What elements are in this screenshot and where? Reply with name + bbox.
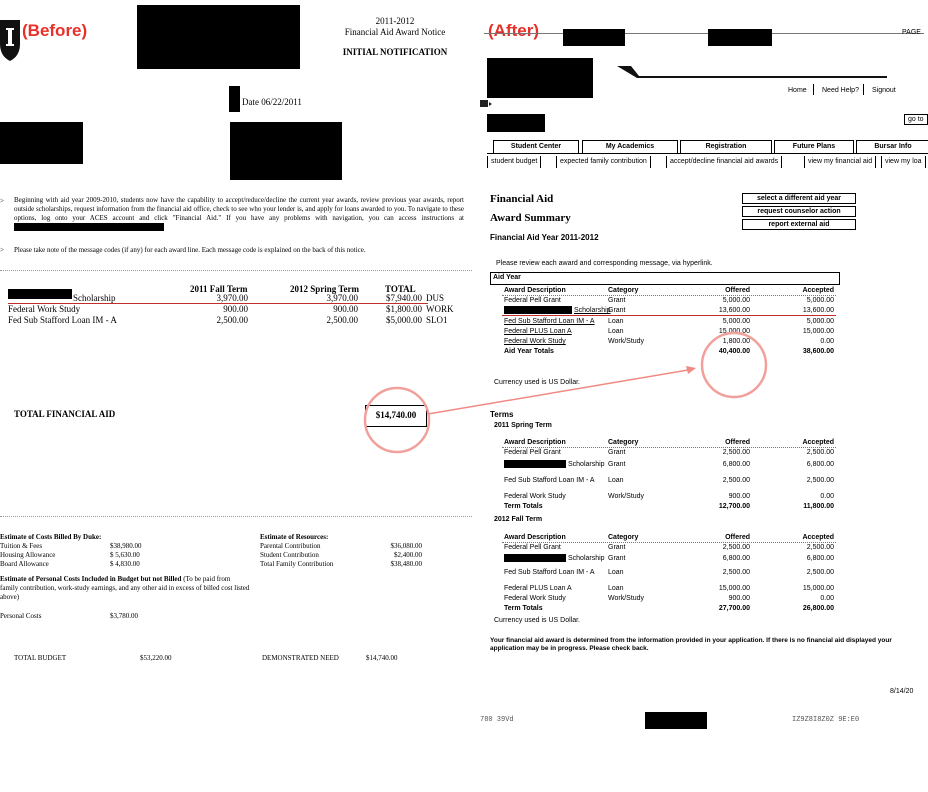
review-instruction: Please review each award and corresponding message, via hyperlink. — [496, 260, 713, 267]
award-link[interactable]: Fed Sub Stafford Loan IM - A — [504, 318, 595, 325]
nav-need-help[interactable]: Need Help? — [822, 87, 859, 94]
resource-label: Parental Contribution — [260, 542, 321, 550]
personal-costs-block: Estimate of Personal Costs Included in Budget but not Billed (To be paid from family contribution, work-study earnings, and any other aid in excess of billed cost listed above) — [0, 575, 250, 601]
demonstrated-need-value: $14,740.00 — [366, 654, 398, 662]
award-link[interactable]: Federal PLUS Loan A — [504, 328, 572, 335]
costs-title: Estimate of Costs Billed By Duke: — [0, 533, 102, 541]
tab-my-academics[interactable]: My Academics — [582, 140, 678, 153]
spring-term-heading: 2011 Spring Term — [494, 422, 552, 429]
award-row: Federal Work Study 900.00 900.00 $1,800.00 WORK — [8, 304, 454, 314]
resource-label: Student Contribution — [260, 551, 319, 559]
message-codes-note: Please take note of the message codes (if any) for each award line. Each message code is explained on the back of this notice. — [14, 246, 366, 254]
currency-note: Currency used is US Dollar. — [494, 617, 580, 624]
nav-home[interactable]: Home — [788, 87, 807, 94]
cost-label: Board Allowance — [0, 560, 49, 568]
award-row: Scholarship 3,970.00 3,970.00 $7,940.00 DUS — [73, 293, 445, 303]
currency-note: Currency used is US Dollar. — [494, 379, 580, 386]
table-row: Federal Work Study Work/Study 1,800.00 0.00 — [504, 338, 834, 345]
table-row: Fed Sub Stafford Loan IM - A Loan 5,000.00 5,000.00 — [504, 318, 834, 325]
date-stamp: 8/14/20 — [890, 688, 914, 695]
before-label: (Before) — [22, 21, 88, 40]
report-external-aid-button[interactable]: report external aid — [742, 219, 856, 230]
table-header: Award Description Category Offered Accepted — [504, 287, 834, 294]
before-notice: (Before) 2011-2012 Financial Aid Award Notice INITIAL NOTIFICATION Date 06/22/2011 > Beginning with aid year 2009-2010, students now have the capability to accept/reduce/decline the current year awards, review previous year awards, report outside scholarships, request information from the financial aid office, check to see who your lender is, and apply for loans awarded to you. To navigate to these options, log onto your ACES account and click "Financial Aid." If you have any problems with navigation, you can access instructions at > Please take note of the message codes (if any) for each award line. Each message code is explained on the back of this notice. 2011 Fall Term 2012 Spring Term TOTAL Scholarship 3,970.00 3,970.00 $7,940.00 DUS Federal Work Study 900.00 900.00 $1,800.00 WORK Fed Sub Stafford Loan IM - A 2,500.00 2,500.00 $5,000.00 SLO1 TOTAL FINANCIAL AID $14,740.00 Estimate of Costs Billed By Duke: Tuition & Fees $38,980.00 Housing Allowance $ 5,630.00 Board Allowance $ 4,830.00 Estimate of Resources: Parental Contribution $36,080.00 Student Contribution $2,400.00 Total Family Contribution $38,480.00 Estimate of Personal Costs Included in Budget but not Billed (To be paid from family contribution, work-study earnings, and any other aid in excess of billed cost listed above) Personal Costs $3,780.00 TOTAL BUDGET $53,220.00 DEMONSTRATED NEED $14,740.00 — [0, 0, 472, 792]
award-row: Fed Sub Stafford Loan IM - A 2,500.00 2,500.00 $5,000.00 SLO1 — [8, 315, 448, 325]
footer-note: Your financial aid award is determined from the information provided in your application. If there is no financial aid displayed your application may be in progress. Please check back. — [490, 637, 892, 652]
total-aid-label: TOTAL FINANCIAL AID — [14, 409, 116, 419]
arrow-head-icon — [686, 366, 696, 374]
table-total-row: Aid Year Totals 40,400.00 38,600.00 — [504, 348, 834, 355]
fax-header-right: IZ9Z8I8Z0Z 9E:E0 — [792, 716, 860, 724]
section-title: Financial Aid — [490, 193, 554, 205]
subtab-view-my-loans[interactable]: view my loa — [881, 156, 926, 168]
resource-value: $38,480.00 — [390, 560, 422, 568]
section-subtitle: Award Summary — [490, 212, 571, 224]
subtab-view-my-financial-aid[interactable]: view my financial aid — [804, 156, 876, 168]
award-link[interactable]: Federal Work Study — [504, 338, 566, 345]
cost-label: Tuition & Fees — [0, 542, 43, 550]
award-link[interactable]: Scholarship — [574, 307, 611, 314]
demonstrated-need-label: DEMONSTRATED NEED — [262, 654, 339, 662]
connector-arrow — [428, 369, 694, 414]
resource-value: $36,080.00 — [390, 542, 422, 550]
highlight-circle — [702, 333, 766, 397]
award-columns-header: 2011 Fall Term 2012 Spring Term TOTAL — [190, 284, 416, 294]
resources-title: Estimate of Resources: — [260, 533, 329, 541]
table-row: Federal Pell Grant Grant 5,000.00 5,000.00 — [504, 297, 834, 304]
personal-costs-label: Personal Costs — [0, 612, 42, 620]
highlight-circle — [365, 388, 429, 452]
table-row: Federal PLUS Loan A Loan 15,000.00 15,000.00 — [504, 328, 834, 335]
notice-date: Date 06/22/2011 — [242, 97, 302, 107]
table-total-row: Term Totals 27,700.00 26,800.00 — [504, 605, 834, 612]
table-row: Federal Work Study Work/Study 900.00 0.00 — [504, 595, 834, 602]
table-row: Federal PLUS Loan A Loan 15,000.00 15,000.00 — [504, 585, 834, 592]
tab-bursar-info[interactable]: Bursar Info — [856, 140, 928, 153]
cost-label: Housing Allowance — [0, 551, 56, 559]
table-row: Scholarship Grant 13,600.00 13,600.00 — [502, 306, 836, 315]
personal-costs-value: $3,780.00 — [110, 612, 138, 620]
table-row: Scholarship Grant 6,800.00 6,800.00 — [502, 460, 836, 469]
table-total-row: Term Totals 12,700.00 11,800.00 — [504, 503, 834, 510]
tab-future-plans[interactable]: Future Plans — [774, 140, 854, 153]
resource-label: Total Family Contribution — [260, 560, 334, 568]
aid-year-heading: Financial Aid Year 2011-2012 — [490, 233, 599, 242]
tab-student-center[interactable]: Student Center — [493, 140, 579, 153]
table-row: Federal Pell Grant Grant 2,500.00 2,500.00 — [504, 449, 834, 456]
instructions-paragraph: Beginning with aid year 2009-2010, students now have the capability to accept/reduce/decline the current year awards, review previous year awards, report outside scholarships, request information from the financial aid office, check to see who your lender is, and apply for loans awarded to you. To navigate to these options, log onto your ACES account and click "Financial Aid." If you have any problems with navigation, you can access instructions at — [14, 196, 464, 232]
select-aid-year-button[interactable]: select a different aid year — [742, 193, 856, 204]
table-row: Fed Sub Stafford Loan IM - A Loan 2,500.00 2,500.00 — [504, 569, 834, 576]
tab-registration[interactable]: Registration — [680, 140, 772, 153]
notice-year: 2011-2012 — [375, 16, 415, 26]
cost-value: $ 4,830.00 — [110, 560, 140, 568]
cost-value: $38,980.00 — [110, 542, 142, 550]
notice-title: Financial Aid Award Notice — [344, 27, 446, 37]
aid-year-label: Aid Year — [493, 274, 521, 281]
cost-value: $ 5,630.00 — [110, 551, 140, 559]
total-aid-value: $14,740.00 — [365, 405, 427, 427]
request-counselor-action-button[interactable]: request counselor action — [742, 206, 856, 217]
nav-signout[interactable]: Signout — [872, 87, 896, 94]
table-row: Fed Sub Stafford Loan IM - A Loan 2,500.00 2,500.00 — [504, 477, 834, 484]
total-budget-label: TOTAL BUDGET — [14, 654, 67, 662]
fax-header-left: 780 39Vd — [480, 716, 514, 724]
table-header: Award Description Category Offered Accepted — [504, 534, 834, 541]
table-row: Scholarship Grant 6,800.00 6,800.00 — [502, 554, 836, 563]
table-header: Award Description Category Offered Accepted — [504, 439, 834, 446]
total-budget-value: $53,220.00 — [140, 654, 172, 662]
terms-heading: Terms — [490, 410, 514, 419]
subtab-student-budget[interactable]: student budget — [487, 156, 541, 168]
go-to-select[interactable]: go to — [904, 114, 928, 125]
subtab-accept-decline-awards[interactable]: accept/decline financial aid awards — [666, 156, 782, 168]
notice-status: INITIAL NOTIFICATION — [342, 47, 448, 57]
fall-term-heading: 2012 Fall Term — [494, 516, 543, 523]
table-row: Federal Work Study Work/Study 900.00 0.00 — [504, 493, 834, 500]
subtab-expected-family-contribution[interactable]: expected family contribution — [556, 156, 651, 168]
after-label: (After) — [488, 21, 539, 40]
resource-value: $2,400.00 — [394, 551, 422, 559]
table-row: Federal Pell Grant Grant 2,500.00 2,500.00 — [504, 544, 834, 551]
page-label: PAGE — [902, 29, 921, 36]
